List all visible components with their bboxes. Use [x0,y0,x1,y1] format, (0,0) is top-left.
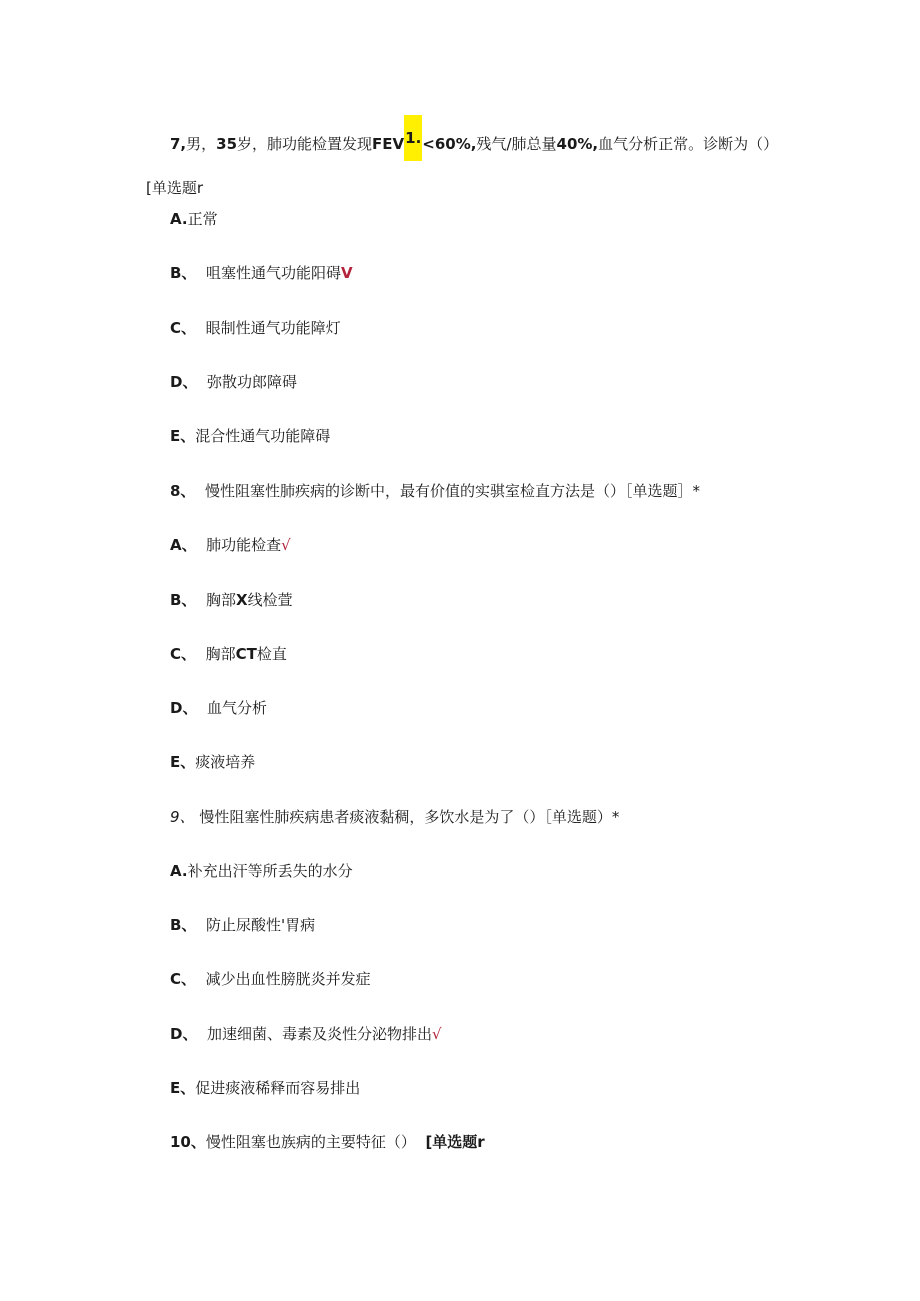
option-8a [170,535,291,555]
option-9d [170,1024,442,1044]
question-7-stem [170,128,778,161]
option-key: E、 [170,427,196,445]
question-text: 血气分析正常。诊断为（） [598,135,779,153]
option-text: 咀塞性通气功能阳碍 [205,264,341,282]
option-text: X [236,591,248,609]
option-key: A. [170,210,188,228]
option-key: C、 [170,319,197,337]
question-text: 40%, [556,135,599,153]
option-key: E、 [170,1079,196,1097]
question-text: 男， [186,135,217,153]
option-text: 防止尿酸性'胃病 [205,916,316,934]
question-type-label: [单选题r [425,1133,485,1151]
option-text: 线检萱 [247,591,293,609]
question-number: 8、 [170,482,196,500]
highlighted-text: 1. [404,115,422,161]
option-8d [170,698,267,718]
question-number: 10、 [170,1133,206,1151]
option-key: B、 [170,916,197,934]
question-text: 慢性阻塞性肺疾病患者痰液黏稠，多饮水是为了（）［单选题）* [199,808,620,826]
option-key: A. [170,862,188,880]
question-text: 慢性阻塞也族病的主要特征（） [205,1133,416,1151]
correct-mark: √ [281,536,291,554]
option-text: CT [235,645,257,663]
option-9e [170,1078,360,1098]
option-key: C、 [170,645,197,663]
option-9c [170,969,371,989]
correct-mark: √ [432,1025,442,1043]
question-text: 35 [216,135,238,153]
option-7a [170,209,218,229]
option-text: 肺功能检查 [206,536,282,554]
question-8-stem [170,481,700,501]
option-text: 补充出汗等所丢失的水分 [187,862,353,880]
question-number: 7, [170,135,187,153]
question-text: <60%, [422,135,477,153]
question-text: 慢性阻塞性肺疾病的诊断中，最有价值的实骐室检直方法是（）［单选题］* [204,482,700,500]
option-key: B、 [170,264,197,282]
option-key: B、 [170,591,197,609]
option-9b [170,915,315,935]
option-text: 检直 [256,645,287,663]
question-number: 9、 [170,808,195,826]
option-key: D、 [170,1025,198,1043]
question-text: 残气/肺总量 [476,135,557,153]
option-7d [170,372,297,392]
option-8b [170,590,293,610]
option-7b [170,263,353,283]
correct-mark: V [341,264,353,282]
option-text: 胸部 [205,591,236,609]
question-text: 岁，肺功能检置发现 [237,135,373,153]
option-text: 加速细菌、毒素及炎性分泌物排出 [207,1025,433,1043]
question-9-stem [170,807,619,827]
option-9a [170,861,353,881]
option-key: C、 [170,970,197,988]
question-10-stem [170,1132,485,1152]
option-text: 胸部 [205,645,236,663]
question-type-label: [单选题r [146,179,204,197]
question-text: FEV [372,135,405,153]
option-key: E、 [170,753,196,771]
option-text: 正常 [187,210,218,228]
option-key: A、 [170,536,197,554]
option-text: 弥散功郎障碍 [207,373,298,391]
option-key: D、 [170,699,198,717]
option-7c [170,318,341,338]
option-text: 混合性通气功能障碍 [195,427,331,445]
option-8e [170,752,255,772]
option-7e [170,426,330,446]
option-text: 促进痰液稀释而容易排出 [195,1079,361,1097]
option-text: 痰液培养 [195,753,256,771]
option-text: 减少出血性膀胱炎并发症 [205,970,371,988]
option-8c [170,644,287,664]
option-text: 眼制性通气功能障灯 [205,319,341,337]
option-text: 血气分析 [207,699,268,717]
option-key: D、 [170,373,198,391]
